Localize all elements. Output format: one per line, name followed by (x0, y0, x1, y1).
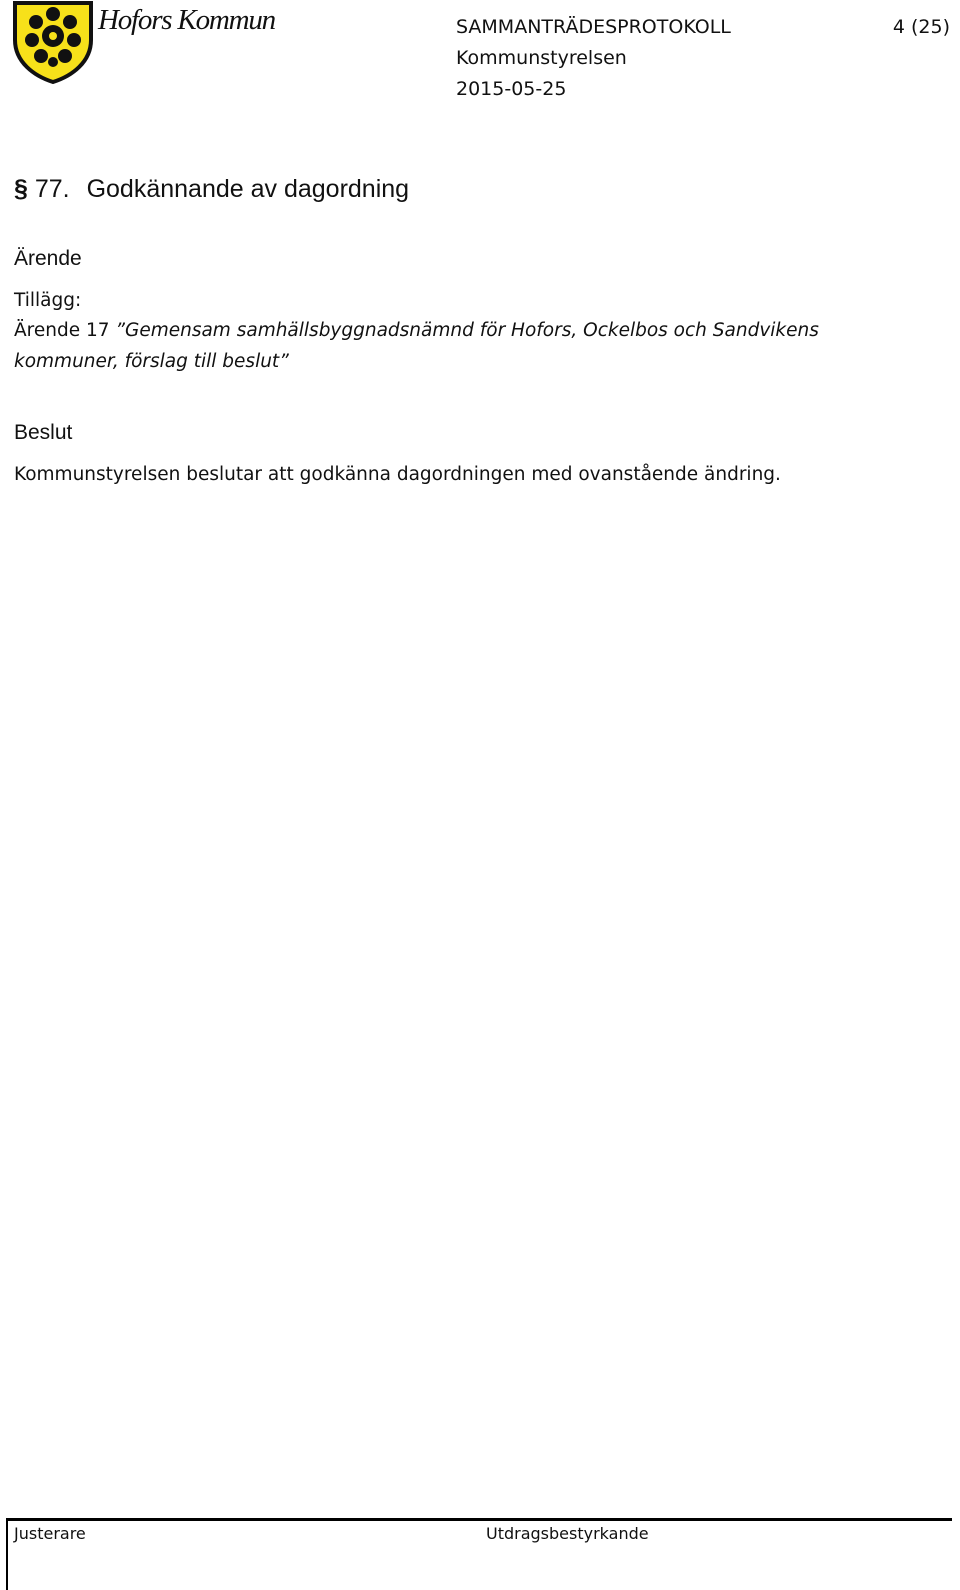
section-title: Godkännande av dagordning (86, 175, 410, 203)
arende-item-prefix: Ärende 17 (14, 320, 110, 341)
meeting-date: 2015-05-25 (456, 78, 567, 100)
footer-box-edge (6, 1518, 8, 1590)
addition-label: Tillägg: (14, 290, 82, 311)
committee-name: Kommunstyrelsen (456, 47, 627, 69)
footer-divider (6, 1518, 952, 1521)
document-header (456, 12, 956, 105)
coat-of-arms-icon (12, 0, 94, 84)
paragraph-symbol: § (14, 175, 28, 203)
arende-item-line-1 (14, 315, 819, 346)
justerare-label: Justerare (14, 1524, 86, 1543)
municipality-logo (12, 0, 282, 88)
beslut-heading: Beslut (14, 421, 73, 444)
arende-item-line-2: kommuner, förslag till beslut” (14, 351, 289, 372)
arende-heading: Ärende (14, 247, 82, 270)
document-type: SAMMANTRÄDESPROTOKOLL (456, 16, 731, 38)
section-heading (14, 172, 409, 206)
page-number: 4 (25) (892, 16, 950, 38)
arende-item-title: ”Gemensam samhällsbyggnadsnämnd för Hofors, Ockelbos och Sandvikens (115, 320, 819, 341)
utdragsbestyrkande-label: Utdragsbestyrkande (486, 1524, 649, 1543)
logo-text: Hofors Kommun (98, 4, 275, 36)
beslut-text: Kommunstyrelsen beslutar att godkänna dagordningen med ovanstående ändring. (14, 464, 781, 485)
section-number: 77. (34, 175, 70, 203)
